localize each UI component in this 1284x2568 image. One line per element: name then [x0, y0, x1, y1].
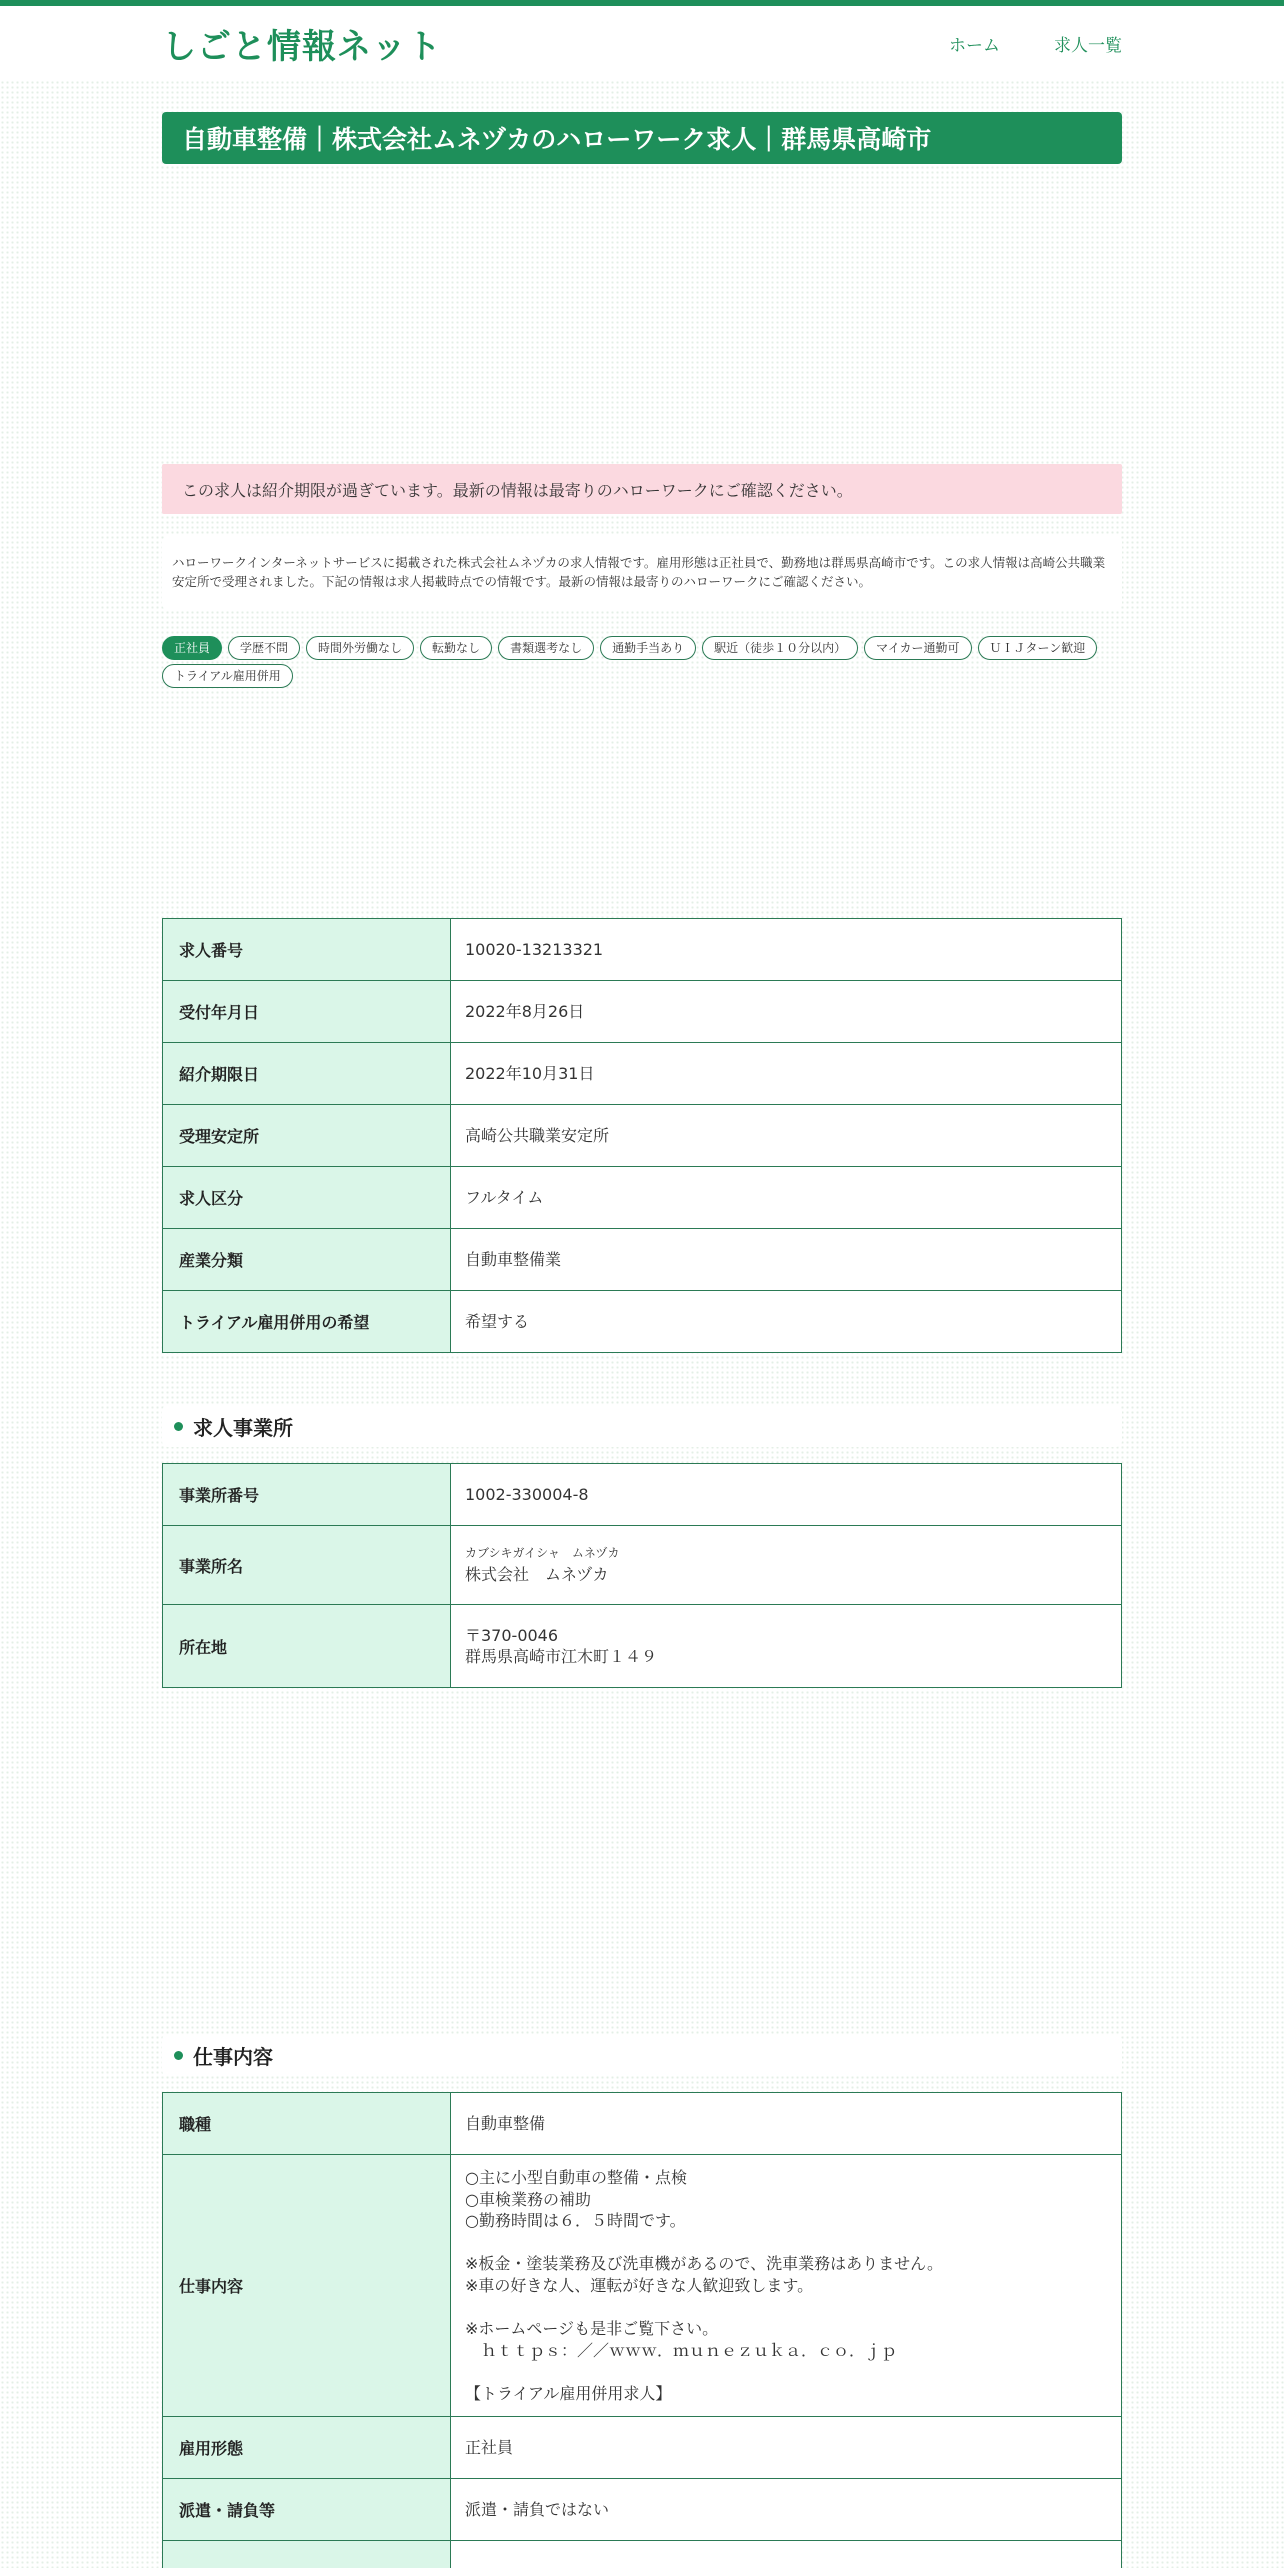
row-label: トライアル雇用併用の希望: [163, 1291, 451, 1353]
table-row: [163, 2093, 1122, 2155]
expired-alert: この求人は紹介期限が過ぎています。最新の情報は最寄りのハローワークにご確認ください。: [162, 464, 1122, 514]
site-logo[interactable]: しごと情報ネット: [162, 26, 442, 67]
tag-trial-employment: トライアル雇用併用: [162, 664, 293, 688]
table-row: [163, 919, 1122, 981]
job-type: 自動車整備: [451, 2093, 1122, 2155]
row-label: 職種: [163, 2093, 451, 2155]
bullet-dot-icon: [174, 2051, 183, 2060]
postal-code: 〒370-0046: [465, 1625, 559, 1645]
employer-section-heading: [162, 1405, 1122, 1447]
employer-table: [162, 1463, 1122, 1688]
row-label: 求人区分: [163, 1167, 451, 1229]
tag-no-education: 学歴不問: [228, 636, 300, 660]
row-value: 自動車整備業: [451, 1229, 1122, 1291]
table-row: [163, 2479, 1122, 2541]
bullet-dot-icon: [174, 1422, 183, 1431]
table-row: [163, 1167, 1122, 1229]
row-label: 所在地: [163, 1605, 451, 1688]
main-content: [162, 112, 1122, 2568]
row-label: 派遣・請負等: [163, 2479, 451, 2541]
row-label: 紹介期限日: [163, 1043, 451, 1105]
table-row: [163, 1229, 1122, 1291]
tag-near-station: 駅近（徒歩１０分以内）: [702, 636, 858, 660]
row-value: 2022年8月26日: [451, 981, 1122, 1043]
office-name-cell: [451, 1526, 1122, 1605]
office-name-kana: カブシキガイシャ ムネヅカ: [465, 1546, 620, 1561]
table-row: [163, 1105, 1122, 1167]
office-number: 1002-330004-8: [451, 1464, 1122, 1526]
row-label: 仕事内容: [163, 2155, 451, 2417]
tag-no-transfer: 転勤なし: [420, 636, 492, 660]
tag-no-overtime: 時間外労働なし: [306, 636, 414, 660]
row-label: 求人番号: [163, 919, 451, 981]
feature-tags: [162, 636, 1122, 689]
row-label: 事業所番号: [163, 1464, 451, 1526]
row-value: フルタイム: [451, 1167, 1122, 1229]
table-row: [163, 2155, 1122, 2417]
section-title: 仕事内容: [193, 2044, 273, 2069]
job-section-heading: [162, 2034, 1122, 2076]
row-label: [163, 2541, 451, 2568]
ad-space-lower: [162, 1688, 1122, 2034]
table-row: [163, 1526, 1122, 1605]
row-label: 事業所名: [163, 1526, 451, 1605]
row-value: 希望する: [451, 1291, 1122, 1353]
row-value: [451, 2541, 1122, 2568]
ad-space-middle: [162, 688, 1122, 918]
table-row: [163, 2541, 1122, 2568]
job-table: [162, 2092, 1122, 2568]
ad-space-top: [162, 164, 1122, 464]
row-label: 受理安定所: [163, 1105, 451, 1167]
job-description: ○主に小型自動車の整備・点検 ○車検業務の補助 ○勤務時間は６．５時間です。 ※板金・塗装業務及び洗車機があるので、洗車業務はありません。 ※車の好きな人、運転が好きな人歓迎致します。 ※ホームページも是非ご覧下さい。 ｈｔｔｐｓ：／／ｗｗｗ．ｍｕｎｅｚｕｋａ．ｃｏ．ｊｐ 【トライアル雇用併用求人】: [451, 2155, 1122, 2417]
address-cell: [451, 1605, 1122, 1688]
table-row: [163, 981, 1122, 1043]
table-row: [163, 1605, 1122, 1688]
row-label: 受付年月日: [163, 981, 451, 1043]
intro-text: ハローワークインターネットサービスに掲載された株式会社ムネヅカの求人情報です。雇用形態は正社員で、勤務地は群馬県高崎市です。この求人情報は高崎公共職業安定所で受理されました。下記の情報は求人掲載時点での情報です。最新の情報は最寄りのハローワークにご確認ください。: [162, 536, 1122, 610]
section-title: 求人事業所: [193, 1415, 293, 1440]
dispatch-type: 派遣・請負ではない: [451, 2479, 1122, 2541]
table-row: [163, 2417, 1122, 2479]
table-row: [163, 1043, 1122, 1105]
row-value: 2022年10月31日: [451, 1043, 1122, 1105]
page-title: 自動車整備｜株式会社ムネヅカのハローワーク求人｜群馬県高崎市: [162, 112, 1122, 164]
tag-no-document-screening: 書類選考なし: [498, 636, 594, 660]
tag-car-commute: マイカー通勤可: [864, 636, 971, 660]
row-value: 高崎公共職業安定所: [451, 1105, 1122, 1167]
address: 群馬県高崎市江木町１４９: [465, 1647, 658, 1667]
basic-info-table: [162, 918, 1122, 1353]
nav-job-list-link[interactable]: 求人一覧: [1054, 35, 1122, 56]
tag-fulltime: 正社員: [162, 636, 222, 660]
nav-home-link[interactable]: ホーム: [949, 35, 1000, 56]
row-value: 10020-13213321: [451, 919, 1122, 981]
main-nav: [949, 31, 1122, 56]
row-label: 雇用形態: [163, 2417, 451, 2479]
employment-type: 正社員: [451, 2417, 1122, 2479]
office-name: 株式会社 ムネヅカ: [465, 1564, 609, 1584]
table-row: [163, 1464, 1122, 1526]
row-label: 産業分類: [163, 1229, 451, 1291]
tag-uij-turn: ＵＩＪターン歓迎: [978, 636, 1098, 660]
tag-commute-allowance: 通勤手当あり: [600, 636, 696, 660]
site-header: [0, 6, 1284, 80]
table-row: [163, 1291, 1122, 1353]
